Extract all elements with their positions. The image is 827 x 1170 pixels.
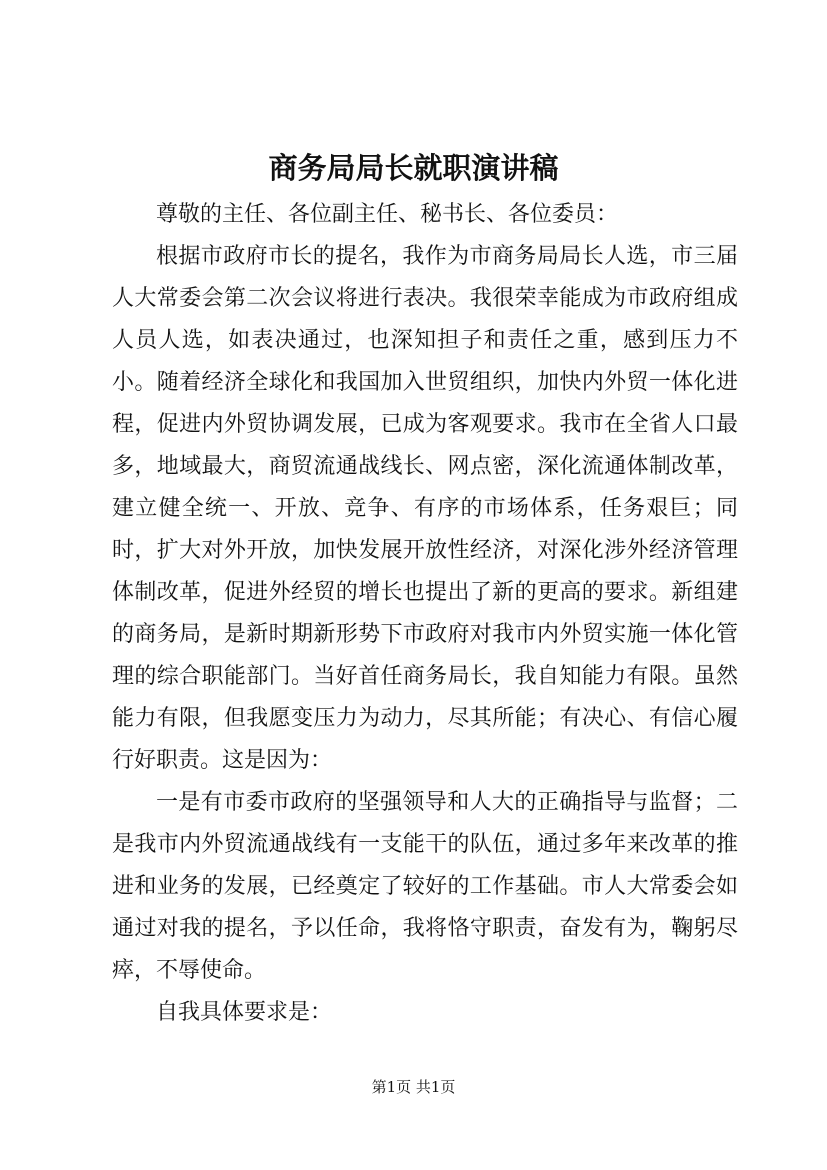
document-title: 商务局局长就职演讲稿 <box>268 151 559 185</box>
body-paragraph: 一是有市委市政府的坚强领导和人大的正确指导与监督；二是我市内外贸流通战线有一支能干的队伍，通过多年来改革的推进和业务的发展，已经奠定了较好的工作基础。市人大常委会如通过对我的提名，予以任命，我将恪守职责，奋发有为，鞠躬尽瘁，不辱使命。 <box>112 790 738 983</box>
document-body <box>112 194 738 1034</box>
page-number-footer: 第1页 共1页 <box>371 1078 456 1096</box>
body-paragraph: 根据市政府市长的提名，我作为市商务局局长人选，市三届人大常委会第二次会议将进行表决。我很荣幸能成为市政府组成人员人选，如表决通过，也深知担子和责任之重，感到压力不小。随着经济全球化和我国加入世贸组织，加快内外贸一体化进程，促进内外贸协调发展，已成为客观要求。我市在全省人口最多，地域最大，商贸流通战线长、网点密，深化流通体制改革，建立健全统一、开放、竞争、有序的市场体系，任务艰巨；同时，扩大对外开放，加快发展开放性经济，对深化涉外经济管理体制改革，促进外经贸的增长也提出了新的更高的要求。新组建的商务局，是新时期新形势下市政府对我市内外贸实施一体化管理的综合职能部门。当好首任商务局长，我自知能力有限。虽然能力有限，但我愿变压力为动力，尽其所能；有决心、有信心履行好职责。这是因为： <box>112 244 738 773</box>
salutation-paragraph: 尊敬的主任、各位副主任、秘书长、各位委员： <box>156 202 619 227</box>
body-paragraph: 自我具体要求是： <box>156 1000 333 1025</box>
